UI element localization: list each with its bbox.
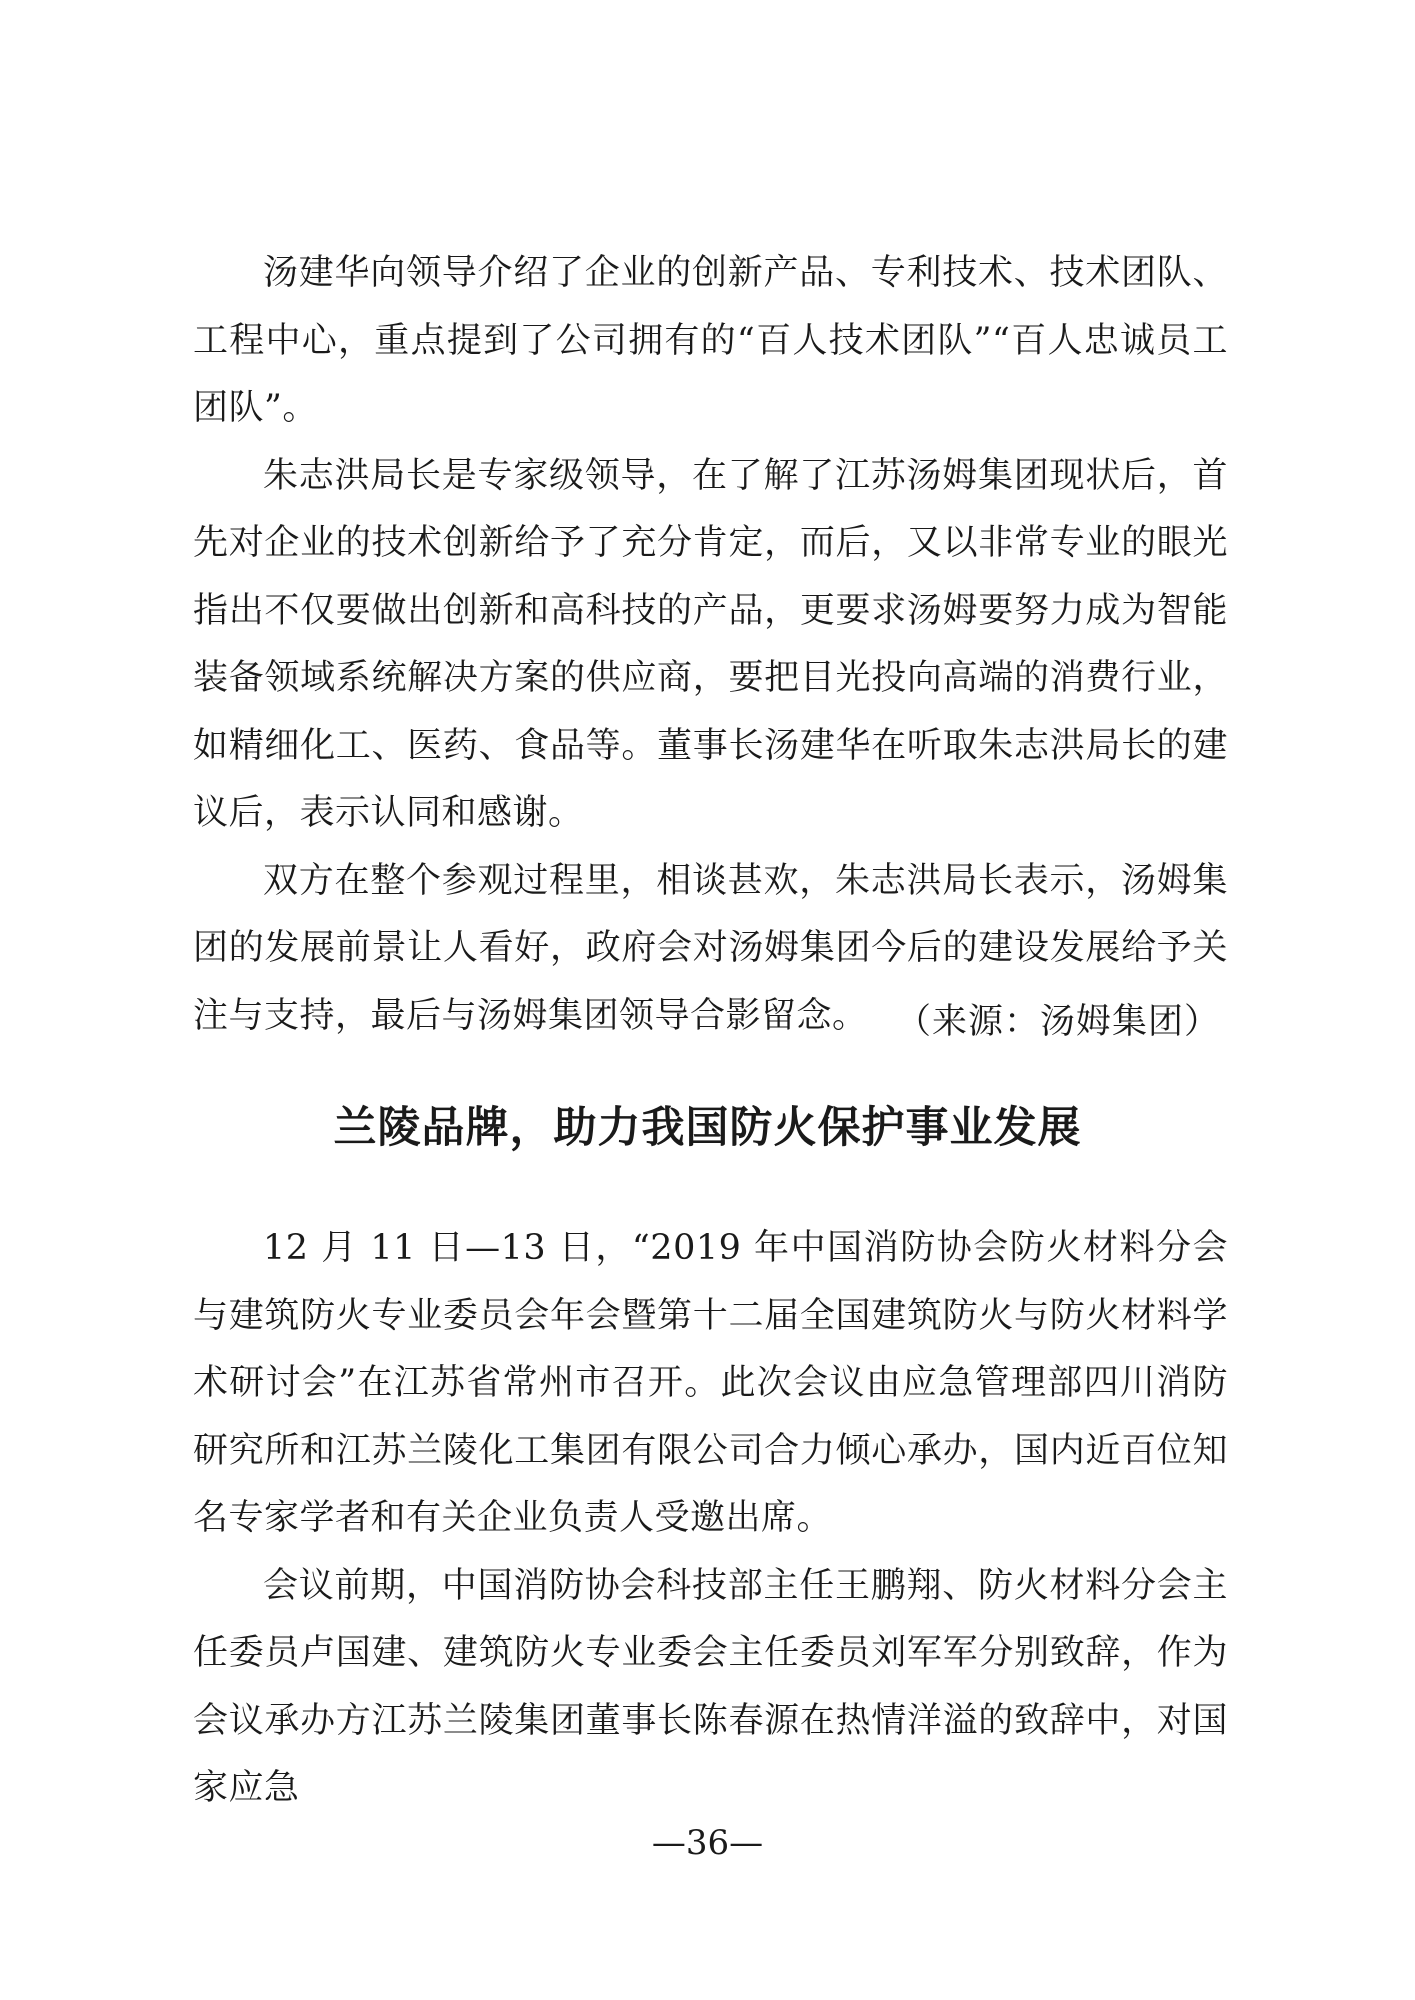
article2-title: 兰陵品牌，助力我国防火保护事业发展 [333,1103,1082,1153]
article1-body [193,240,1228,1050]
article1-paragraph-3: 双方在整个参观过程里，相谈甚欢，朱志洪局长表示，汤姆集团的发展前景让人看好，政府会对汤姆集团今后的建设发展给予关注与支持，最后与汤姆集团领导合影留念。 [193,860,1228,1036]
article1-paragraph-2: 朱志洪局长是专家级领导，在了解了江苏汤姆集团现状后，首先对企业的技术创新给予了充分肯定，而后，又以非常专业的眼光指出不仅要做出创新和高科技的产品，更要求汤姆要努力成为智能装备领域系统解决方案的供应商，要把目光投向高端的消费行业，如精细化工、医药、食品等。董事长汤建华在听取朱志洪局长的建议后，表示认同和感谢。 [193,455,1228,833]
article2-body [193,1215,1228,1823]
article1-paragraph-1: 汤建华向领导介绍了企业的创新产品、专利技术、技术团队、工程中心，重点提到了公司拥有的“百人技术团队”“百人忠诚员工团队”。 [193,253,1228,428]
article2-paragraph-2: 会议前期，中国消防协会科技部主任王鹏翔、防火材料分会主任委员卢国建、建筑防火专业委会主任委员刘军军分别致辞，作为会议承办方江苏兰陵集团董事长陈春源在热情洋溢的致辞中，对国家应急 [193,1565,1228,1808]
article1-source: （来源：汤姆集团） [895,1002,1220,1042]
page-number: —36— [651,1823,764,1863]
article2-paragraph-1: 12 月 11 日—13 日，“2019 年中国消防协会防火材料分会与建筑防火专业委员会年会暨第十二届全国建筑防火与防火材料学术研讨会”在江苏省常州市召开。此次会议由应急管理部四川消防研究所和江苏兰陵化工集团有限公司合力倾心承办，国内近百位知名专家学者和有关企业负责人受邀出席。 [193,1228,1228,1538]
